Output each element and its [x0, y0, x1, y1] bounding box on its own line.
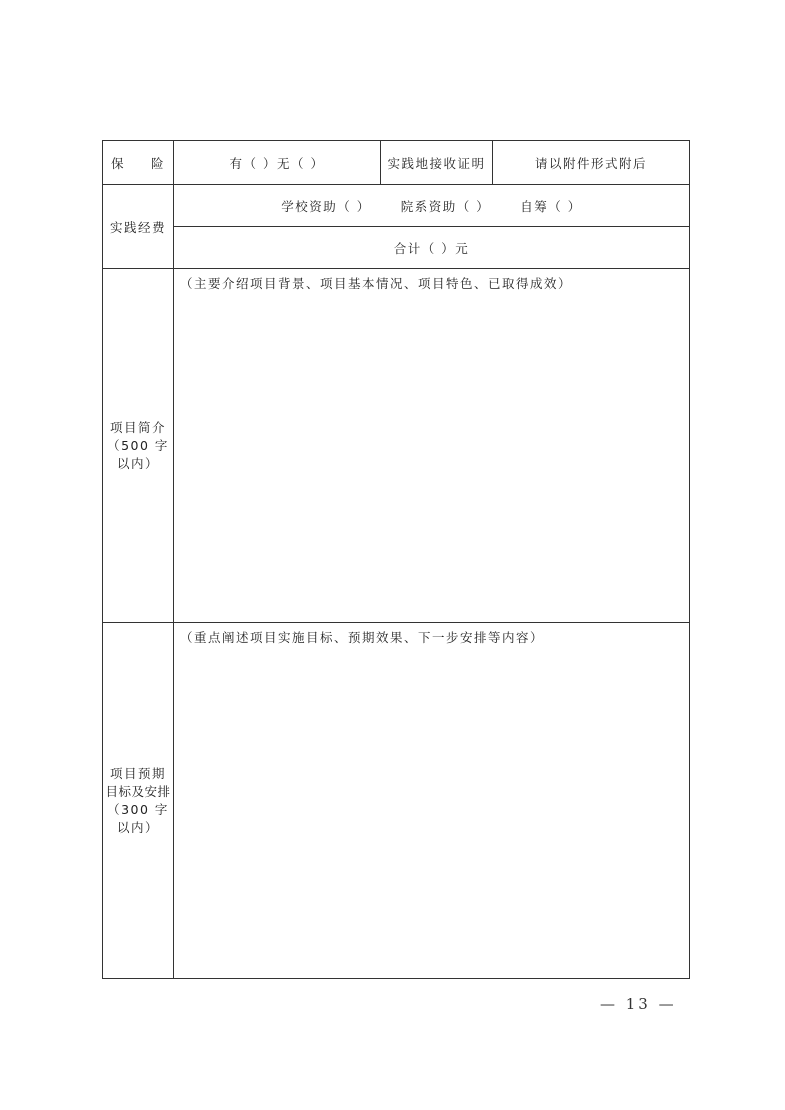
application-form-table [102, 140, 690, 979]
funding-label: 实践经费 [103, 185, 174, 269]
intro-hint: （主要介绍项目背景、项目基本情况、项目特色、已取得成效） [180, 276, 573, 291]
goals-field[interactable] [174, 623, 690, 979]
insurance-row [103, 141, 690, 185]
insurance-value[interactable]: 有（ ）无（ ） [174, 141, 381, 185]
goals-label: 项目预期 目标及安排 （300 字 以内） [103, 623, 174, 979]
funding-total[interactable]: 合计（ ）元 [174, 227, 690, 269]
proof-label: 实践地接收证明 [381, 141, 493, 185]
self-funding: 自筹（ ） [520, 198, 582, 214]
intro-row [103, 269, 690, 623]
intro-label: 项目简介 （500 字 以内） [103, 269, 174, 623]
funding-sources[interactable] [174, 185, 690, 227]
proof-value: 请以附件形式附后 [493, 141, 690, 185]
insurance-label: 保 险 [103, 141, 174, 185]
funding-total-row [103, 227, 690, 269]
school-funding: 学校资助（ ） [281, 198, 371, 214]
funding-sources-row [103, 185, 690, 227]
page-number: — 13 — [600, 995, 677, 1013]
goals-hint: （重点阐述项目实施目标、预期效果、下一步安排等内容） [180, 630, 545, 645]
intro-field[interactable] [174, 269, 690, 623]
department-funding: 院系资助（ ） [400, 198, 491, 214]
goals-row [103, 623, 690, 979]
